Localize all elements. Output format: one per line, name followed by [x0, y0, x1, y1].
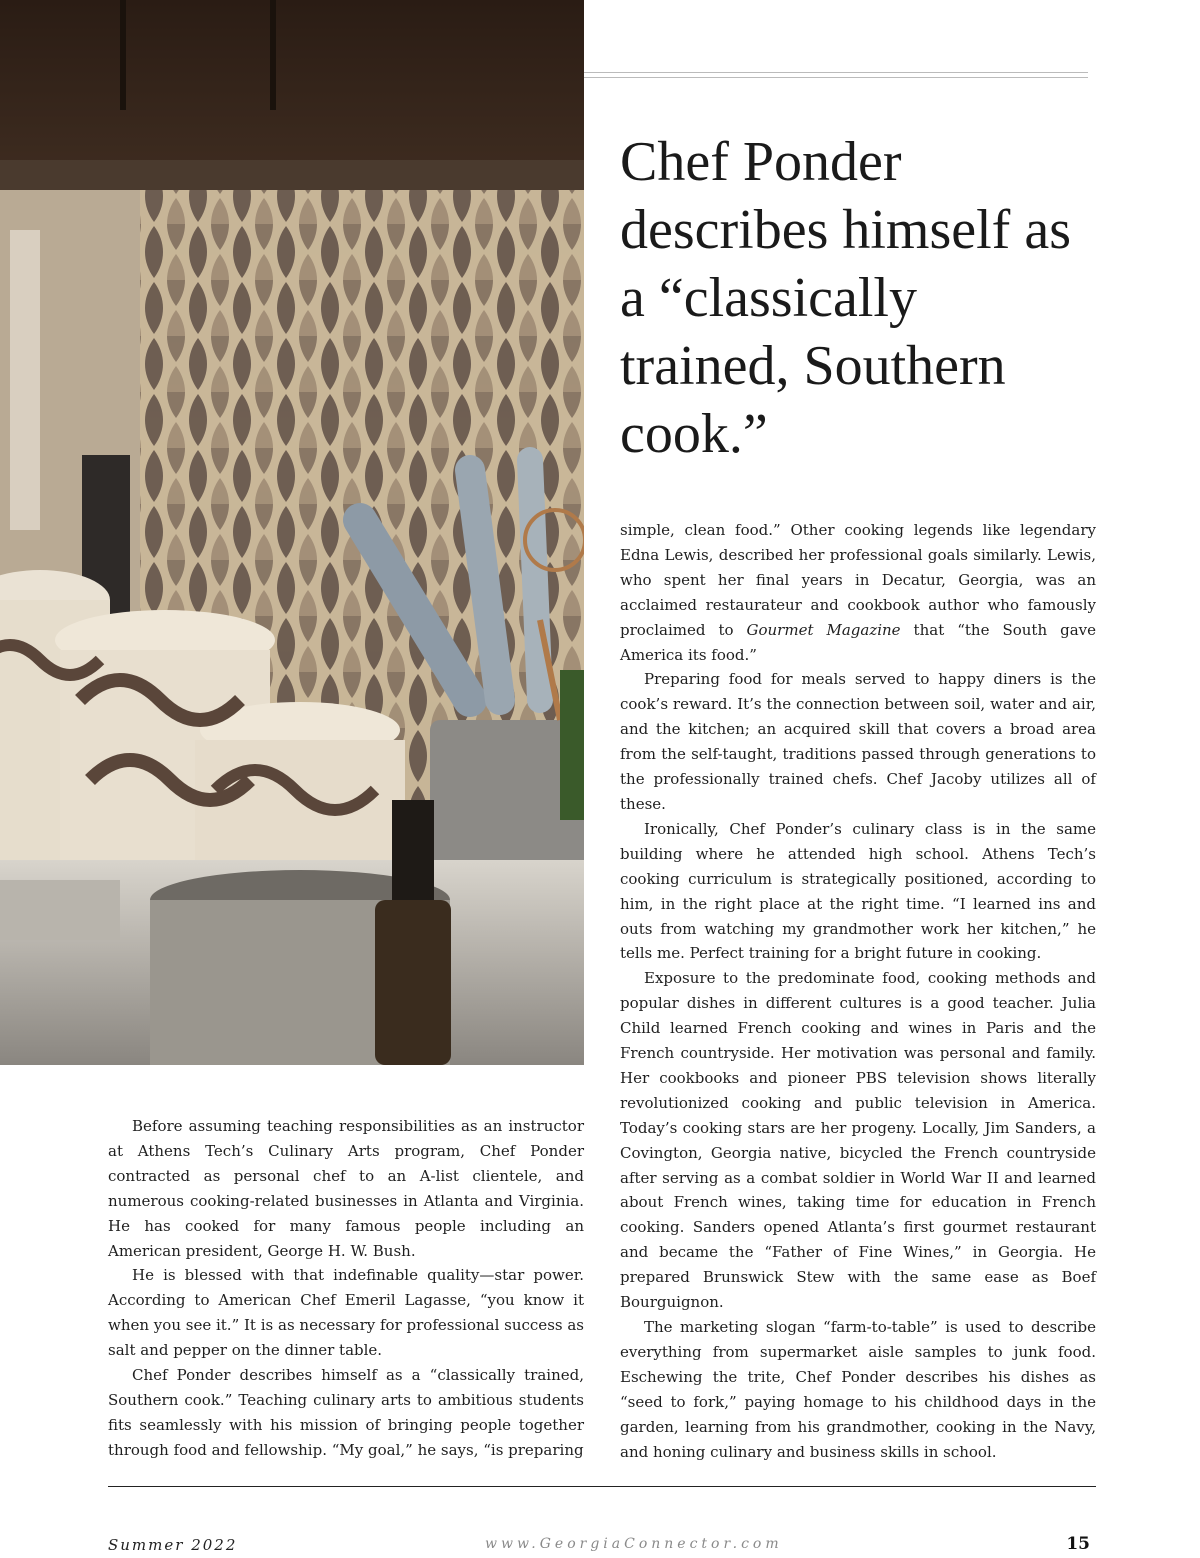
right-column [620, 518, 1096, 1464]
left-column [108, 1114, 584, 1463]
footer-issue: Summer 2022 [108, 1536, 238, 1554]
paragraph-text: simple, clean food.” Other cooking legends like legendary Edna Lewis, described her professional goals similarly. Lewis, who spent her final years in Decatur, Georgia, was an acclaimed restaurateur and cookbook author who famously proclaimed to [620, 521, 1096, 639]
pull-quote: Chef Ponder describes himself as a “classically trained, Southern cook.” [620, 131, 1071, 465]
kitchen-photo [0, 0, 584, 1065]
paragraph: Preparing food for meals served to happy diners is the cook’s reward. It’s the connection between soil, water and air, and the kitchen; an acquired skill that covers a broad area from the self-taught, traditions passed through generations to the professionally trained chefs. Chef Jacoby utilizes all of these. [620, 670, 1096, 813]
page-number: 15 [1066, 1534, 1090, 1554]
paragraph: He is blessed with that indefinable quality—star power. According to American Chef Emeril Lagasse, “you know it when you see it.” It is as necessary for professional success as salt and pepper on the dinner table. [108, 1266, 584, 1360]
top-rule [584, 72, 1088, 78]
paragraph: Chef Ponder describes himself as a “classically trained, Southern cook.” Teaching culinary arts to ambitious students fits seamlessly with his mission of bringing people together through food and fellowship. “My goal,” he says, “is preparing [108, 1366, 584, 1459]
paragraph: The marketing slogan “farm-to-table” is used to describe everything from supermarket aisle samples to junk food. Eschewing the trite, Chef Ponder describes his dishes as “seed to fork,” paying homage to his childhood days in the garden, learning from his grandmother, cooking in the Navy, and honing culinary and business skills in school. [620, 1318, 1096, 1461]
paragraph: Ironically, Chef Ponder’s culinary class is in the same building where he attended high school. Athens Tech’s cooking curriculum is strategically positioned, according to him, in the right place at the right time. “I learned ins and outs from watching my grandmother work her kitchen,” he tells me. Perfect training for a bright future in cooking. [620, 819, 1096, 963]
paragraph: Exposure to the predominate food, cooking methods and popular dishes in different cultures is a good teacher. Julia Child learned French cooking and wines in Paris and the French countryside. Her motivation was personal and family. Her cookbooks and pioneer PBS television shows literally revolutionized cooking and public television in America. Today’s cooking stars are her progeny. Locally, Jim Sanders, a Covington, Georgia native, bicycled the French countryside after serving as a combat soldier in World War II and learned about French wines, taking time for education in French cooking. Sanders opened Atlanta’s first gourmet restaurant and became the “Father of Fine Wines,” in Georgia. He prepared Brunswick Stew with the same ease as Boef Bourguignon. [620, 969, 1096, 1312]
footer-website-link[interactable]: www.GeorgiaConnector.com [485, 1536, 783, 1552]
kitchen-illustration [0, 0, 584, 1065]
footer-rule [108, 1486, 1096, 1487]
magazine-title: Gourmet Magazine [746, 620, 901, 639]
paragraph [620, 518, 1096, 667]
paragraph: Before assuming teaching responsibilities as an instructor at Athens Tech’s Culinary Arts program, Chef Ponder contracted as personal chef to an A-list clientele, and numerous cooking-related businesses in Atlanta and Virginia. He has cooked for many famous people including an American president, George H. W. Bush. [108, 1117, 584, 1260]
paragraph-text: that “the South gave America its food.” [620, 620, 1096, 664]
